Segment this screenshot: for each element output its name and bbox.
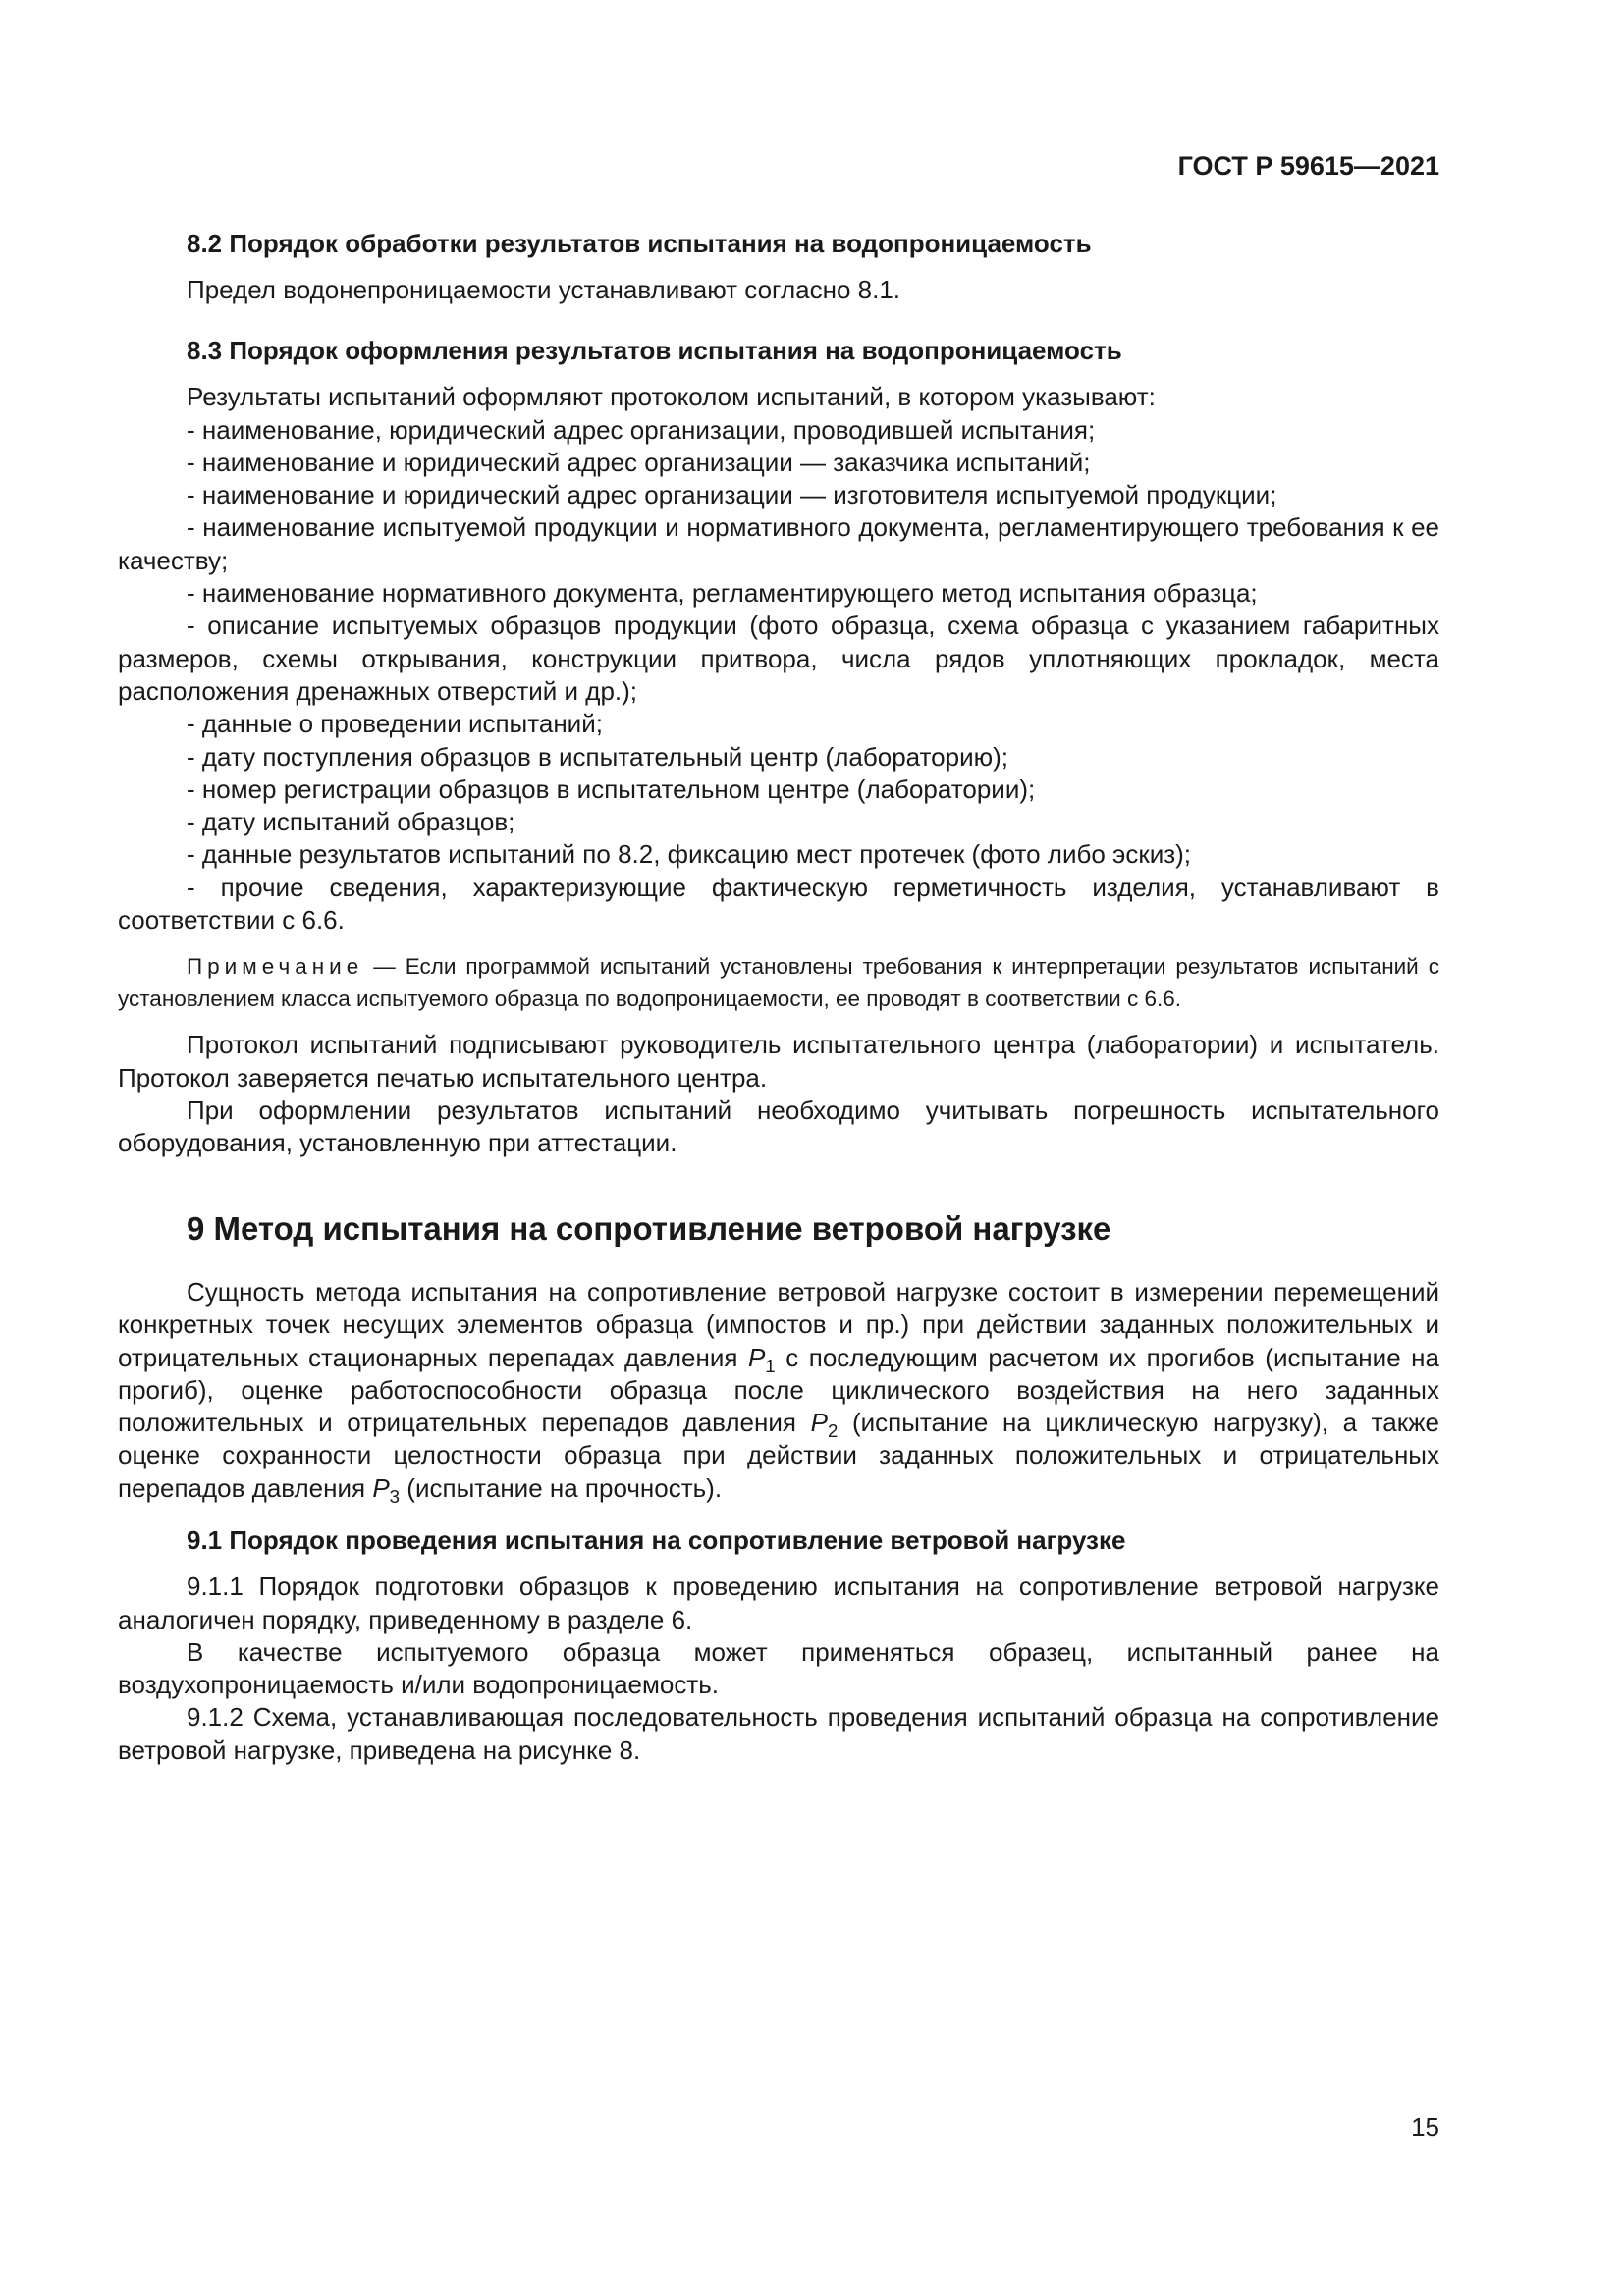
section-9-1-title: 9.1 Порядок проведения испытания на сопротивление ветровой нагрузке (187, 1525, 1126, 1555)
list-item: - дату испытаний образцов; (187, 807, 515, 837)
list-item: - данные результатов испытаний по 8.2, фиксацию мест протечек (фото либо эскиз); (187, 839, 1192, 870)
pressure-index: 2 (827, 1420, 839, 1442)
pressure-index: 1 (765, 1355, 776, 1376)
note-text: — Если программой испытаний установлены требования к интерпретации результатов испытаний с установлением класса испытуемого образца по водопроницаемости, ее проводят в соответствии с 6.6. (118, 954, 1439, 1012)
section-9-1-2-text: 9.1.2 Схема, устанавливающая последовательность проведения испытаний образца на сопротивление ветровой нагрузке, приведена на рисунке 8. (118, 1702, 1439, 1765)
document-page (118, 0, 1439, 2296)
list-item: - номер регистрации образцов в испытательном центре (лаборатории); (187, 774, 1036, 804)
protocol-intro: Результаты испытаний оформляют протоколом испытаний, в котором указывают: (187, 382, 1156, 412)
list-item: - прочие сведения, характеризующие фактическую герметичность изделия, устанавливают в соответствии с 6.6. (118, 872, 1439, 935)
section-8-3-title: 8.3 Порядок оформления результатов испытания на водопроницаемость (187, 336, 1122, 365)
protocol-signature-text: Протокол испытаний подписывают руководитель испытательного центра (лаборатории) и испытатель. Протокол заверяется печатью испытательного центра. (118, 1030, 1439, 1093)
list-item: - наименование нормативного документа, регламентирующего метод испытания образца; (187, 578, 1258, 609)
list-item: - наименование, юридический адрес организации, проводившей испытания; (187, 414, 1096, 445)
text-part: (испытание на прочность). (400, 1472, 723, 1503)
pressure-symbol: P (747, 1342, 766, 1372)
note-label: Примечание (187, 954, 364, 980)
section-9-title: 9 Метод испытания на сопротивление ветровой нагрузке (187, 1210, 1111, 1247)
pressure-index: 3 (389, 1485, 401, 1507)
section-8-2-title: 8.2 Порядок обработки результатов испытания на водопроницаемость (187, 229, 1092, 258)
note (118, 950, 1439, 1015)
list-item: - наименование и юридический адрес организации — заказчика испытаний; (187, 447, 1091, 477)
list-item: - данные о проведении испытаний; (187, 709, 603, 739)
section-9-1-1-text: 9.1.1 Порядок подготовки образцов к проведению испытания на сопротивление ветровой нагрузке аналогичен порядку, приведенному в разделе 6. (118, 1572, 1439, 1634)
section-8-2-text: Предел водонепроницаемости устанавливают согласно 8.1. (187, 275, 900, 305)
section-8-3 (118, 335, 1439, 1160)
pressure-symbol: P (372, 1472, 390, 1503)
section-9 (118, 1209, 1439, 1505)
section-9-text (118, 1276, 1439, 1505)
page-number: 15 (1411, 2112, 1439, 2142)
sample-text: В качестве испытуемого образца может применяться образец, испытанный ранее на воздухопроницаемость и/или водопроницаемость. (118, 1636, 1439, 1700)
text-part: Сущность метода испытания на сопротивление ветровой нагрузке состоит в измерении перемещений конкретных точек несущих элементов образца (импостов и пр.) при действии заданных положительных и отрицательных стационарных перепадах давления (118, 1277, 1439, 1372)
error-accounting-text: При оформлении результатов испытаний необходимо учитывать погрешность испытательного оборудования, установленную при аттестации. (118, 1095, 1439, 1158)
pressure-symbol: P (810, 1408, 828, 1438)
protocol-list (118, 381, 1439, 936)
list-item: - описание испытуемых образцов продукции (фото образца, схема образца с указанием габаритных размеров, схемы открывания, конструкции притвора, числа рядов уплотняющих прокладок, места расположения дренажных отверстий и др.); (118, 611, 1439, 706)
text-part: (испытание на циклическую нагрузку), а также оценке сохранности целостности образца при действии заданных положительных и отрицательных перепадов давления (118, 1408, 1439, 1503)
text-part: с последующим расчетом их прогибов (испытание на прогиб), оценке работоспособности образца после циклического воздействия на него заданных положительных и отрицательных перепадов давления (118, 1342, 1439, 1438)
section-9-1 (118, 1524, 1439, 1767)
standard-code: ГОСТ Р 59615—2021 (1177, 151, 1439, 181)
list-item: - наименование и юридический адрес организации — изготовителя испытуемой продукции; (187, 480, 1277, 510)
list-item: - дату поступления образцов в испытательный центр (лабораторию); (187, 741, 1008, 772)
section-8-2 (118, 228, 1439, 307)
list-item: - наименование испытуемой продукции и нормативного документа, регламентирующего требования к ее качеству; (118, 512, 1439, 575)
